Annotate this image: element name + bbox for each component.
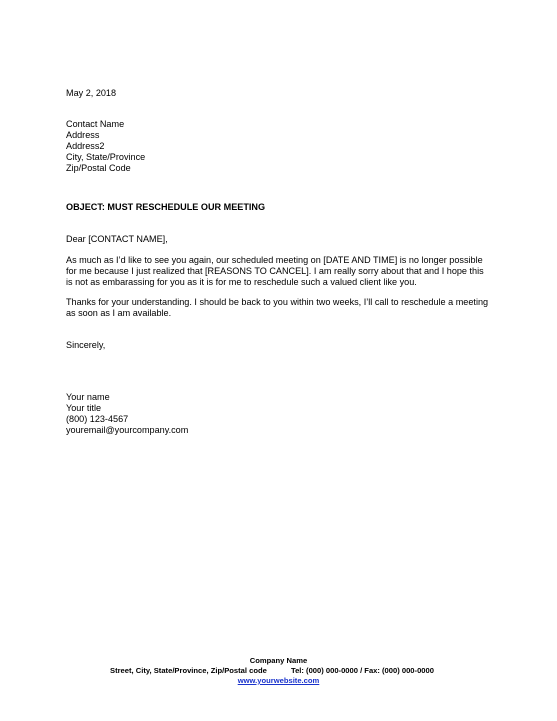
footer-company-name: Company Name bbox=[249, 656, 308, 665]
paragraph-2 bbox=[66, 297, 496, 319]
signature-phone: (800) 123-4567 bbox=[66, 414, 129, 424]
signature-email: youremail@yourcompany.com bbox=[66, 425, 189, 435]
letter-date: May 2, 2018 bbox=[66, 88, 117, 98]
footer-address: Street, City, State/Province, Zip/Postal code bbox=[110, 666, 267, 675]
letterhead-footer bbox=[0, 656, 557, 686]
paragraph-2-line: as soon as I am available. bbox=[66, 308, 172, 318]
paragraph-1 bbox=[66, 255, 496, 288]
letter-closing: Sincerely, bbox=[66, 340, 106, 350]
paragraph-1-line: As much as I’d like to see you again, our scheduled meeting on [DATE AND TIME] is no longer possible bbox=[66, 255, 483, 265]
recipient-name: Contact Name bbox=[66, 119, 125, 129]
letter-subject: OBJECT: MUST RESCHEDULE OUR MEETING bbox=[66, 202, 266, 212]
signature-name: Your name bbox=[66, 392, 110, 402]
paragraph-2-line: Thanks for your understanding. I should be back to you within two weeks, I’ll call to reschedule a meeting bbox=[66, 297, 489, 307]
paragraph-1-line: for me because I just realized that [REASONS TO CANCEL]. I am really sorry about that and I hope this bbox=[66, 266, 484, 276]
letter-salutation: Dear [CONTACT NAME], bbox=[66, 234, 168, 244]
signature-block bbox=[66, 392, 188, 436]
recipient-zip: Zip/Postal Code bbox=[66, 163, 131, 173]
footer-phone-fax: Tel: (000) 000-0000 / Fax: (000) 000-0000 bbox=[291, 666, 434, 675]
recipient-block bbox=[66, 119, 145, 174]
footer-contact-line bbox=[0, 666, 557, 676]
recipient-city-state: City, State/Province bbox=[66, 152, 146, 162]
footer-website-link[interactable]: www.yourwebsite.com bbox=[237, 676, 320, 685]
signature-title: Your title bbox=[66, 403, 102, 413]
recipient-address2: Address2 bbox=[66, 141, 105, 151]
recipient-address: Address bbox=[66, 130, 100, 140]
paragraph-1-line: is not as embarassing for you as it is for me to reschedule such a valued client like you. bbox=[66, 277, 417, 287]
